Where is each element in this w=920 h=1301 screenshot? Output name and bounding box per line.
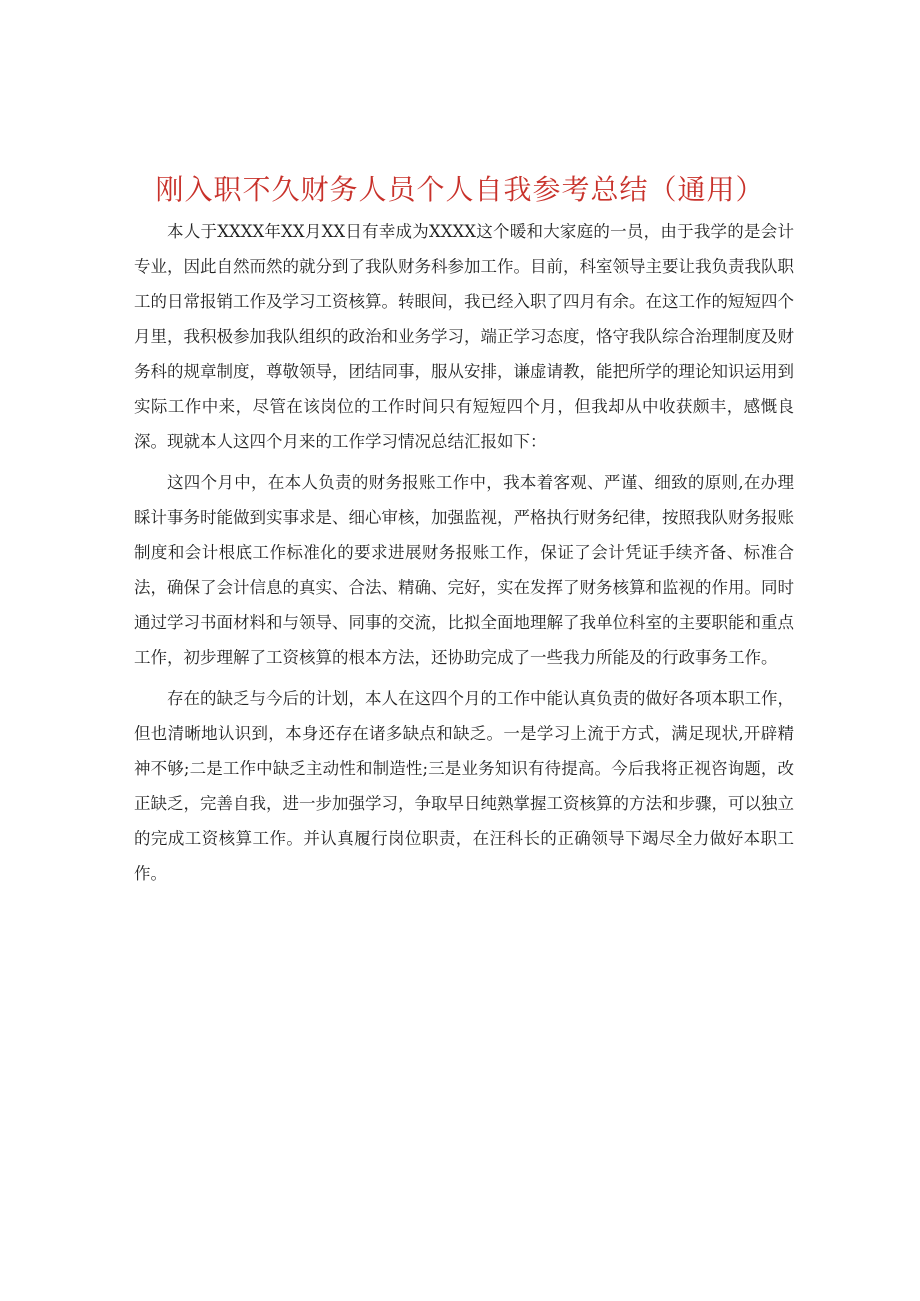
document-title: 刚入职不久财务人员个人自我参考总结（通用） <box>155 173 765 206</box>
paragraph-2: 这四个月中，在本人负责的财务报账工作中，我本着客观、严谨、细致的原则,在办理睬计事务时能做到实事求是、细心审核，加强监视，严格执行财务纪律，按照我队财务报账制度和会计根底工作标准化的要求进展财务报账工作，保证了会计凭证手续齐备、标准合法，确保了会计信息的真实、合法、精确、完好，实在发挥了财务核算和监视的作用。同时通过学习书面材料和与领导、同事的交流，比拟全面地理解了我单位科室的主要职能和重点工作，初步理解了工资核算的根本方法，还协助完成了一些我力所能及的行政事务工作。 <box>134 473 794 667</box>
document-body <box>134 214 794 897</box>
paragraph-1: 本人于XXXX年XX月XX日有幸成为XXXX这个暖和大家庭的一员，由于我学的是会计专业，因此自然而然的就分到了我队财务科参加工作。目前，科室领导主要让我负责我队职工的日常报销工作及学习工资核算。转眼间，我已经入职了四月有余。在这工作的短短四个月里，我积极参加我队组织的政治和业务学习，端正学习态度，恪守我队综合治理制度及财务科的规章制度，尊敬领导，团结同事，服从安排，谦虚请教，能把所学的理论知识运用到实际工作中来，尽管在该岗位的工作时间只有短短四个月，但我却从中收获颇丰，感慨良深。现就本人这四个月来的工作学习情况总结汇报如下： <box>134 222 794 451</box>
paragraph-3: 存在的缺乏与今后的计划，本人在这四个月的工作中能认真负责的做好各项本职工作，但也清晰地认识到，本身还存在诸多缺点和缺乏。一是学习上流于方式，满足现状,开辟精神不够;二是工作中缺乏主动性和制造性;三是业务知识有待提高。今后我将正视咨询题，改正缺乏，完善自我，进一步加强学习，争取早日纯熟掌握工资核算的方法和步骤，可以独立的完成工资核算工作。并认真履行岗位职责，在汪科长的正确领导下竭尽全力做好本职工作。 <box>134 689 794 883</box>
